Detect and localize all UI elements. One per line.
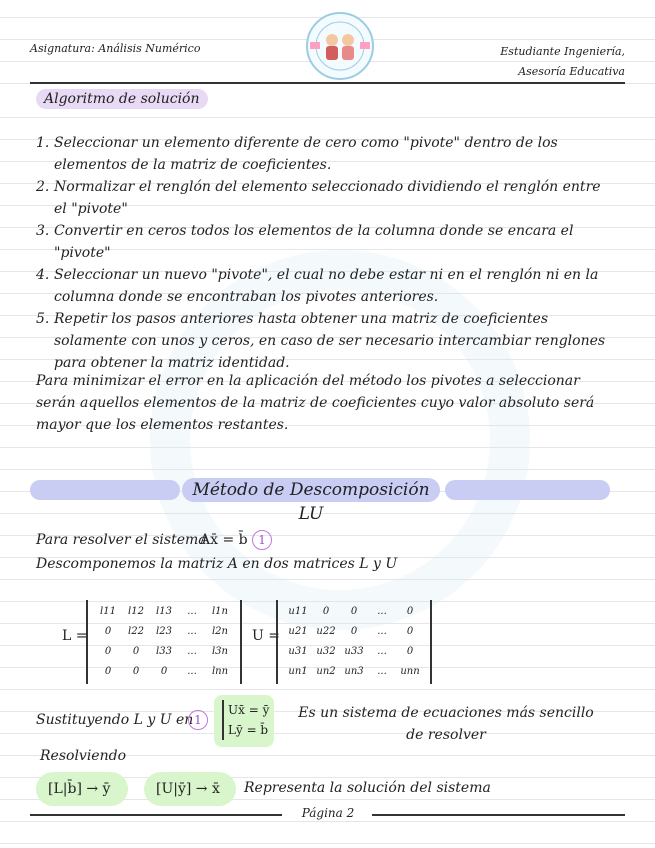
author-line-2: Asesoría Educativa [518,65,625,78]
matrix-entry: l3n [211,646,228,657]
matrix-entry: 0 [406,646,414,657]
author-line-1: Estudiante Ingeniería, [500,45,625,58]
section-title: Algoritmo de solución [36,89,208,109]
step-text: Normalizar el renglón del elemento seleccionado dividiendo el renglón entre el "pivote" [54,179,601,217]
matrix-entry: ... [187,646,197,657]
steps-list [36,132,616,374]
footer-divider-left [30,814,282,816]
solving-label: Resolviendo [40,748,126,764]
substitute-text: Sustituyendo L y U en [36,712,194,728]
step-text: Seleccionar un elemento diferente de cero como "pivote" dentro de los elementos de la matriz de coeficientes. [54,135,558,173]
list-item: 1. Seleccionar un elemento diferente de cero como "pivote" dentro de los elementos de la matriz de coeficientes. [36,132,616,176]
equation-text: Ax̄ = b̄ [200,532,248,548]
subject-label: Asignatura: Análisis Numérico [30,42,201,55]
main-equation [200,530,272,550]
matrix-entry: l2n [211,626,228,637]
matrix-entry: 0 [350,606,358,617]
list-item: 5. Repetir los pasos anteriores hasta obtener una matriz de coeficientes solamente con unos y ceros, en caso de ser necesario intercambiar renglones para obtener la matriz identidad. [36,308,616,374]
matrix-entry: l12 [128,606,144,617]
matrix-entry: ... [377,646,387,657]
matrix-l [86,600,242,684]
list-item: 2. Normalizar el renglón del elemento seleccionado dividiendo el renglón entre el "pivote" [36,176,616,220]
matrix-entry: l11 [100,606,116,617]
matrix-entry: u32 [316,646,336,657]
matrix-entry: un3 [344,666,364,677]
step-text: Repetir los pasos anteriores hasta obtener una matriz de coeficientes solamente con unos y ceros, en caso de ser necesario intercambiar renglones para obtener la matriz identidad. [54,311,606,371]
matrix-entry: 0 [350,626,358,637]
matrix-entry: u11 [288,606,308,617]
matrix-entry: u31 [288,646,308,657]
forward-step: [L|b̄] → ȳ [36,772,128,806]
matrix-entry: un1 [288,666,308,677]
backward-step: [U|ȳ] → x̄ [144,772,236,806]
banner-left [30,480,180,500]
matrix-entry: 0 [132,646,140,657]
footer-divider-right [372,814,625,816]
matrix-entry: 0 [104,626,112,637]
matrix-entry: u33 [344,646,364,657]
decompose-text: Descomponemos la matriz A en dos matrices L y U [36,556,398,572]
system-eq-1: Ux̄ = ȳ [228,703,270,717]
matrix-entry: lnn [211,666,229,677]
matrix-entry: u22 [316,626,336,637]
matrix-entry: l1n [211,606,228,617]
u-label: U = [252,628,280,644]
matrix-entry: ... [377,606,387,617]
equation-system [222,700,269,740]
matrix-entry: 0 [322,606,330,617]
matrix-entry: ... [187,666,197,677]
list-item: 3. Convertir en ceros todos los elementos de la columna donde se encara el "pivote" [36,220,616,264]
matrix-entry: l23 [156,626,172,637]
step-text: Seleccionar un nuevo "pivote", el cual no debe estar ni en el renglón ni en la columna donde se encontraban los pivotes anteriores. [54,267,599,305]
l-label: L = [62,628,88,644]
matrix-entry: l22 [128,626,144,637]
matrix-entry: ... [187,606,197,617]
matrix-entry: 0 [104,646,112,657]
page-number: Página 2 [301,806,355,820]
matrix-entry: l33 [156,646,172,657]
list-item: 4. Seleccionar un nuevo "pivote", el cual no debe estar ni en el renglón ni en la columna donde se encontraban los pivotes anteriores. [36,264,616,308]
matrix-entry: 0 [160,666,168,677]
system-intro: Para resolver el sistema [36,532,207,548]
matrix-entry: ... [187,626,197,637]
matrix-entry: l13 [156,606,172,617]
lu-title: Método de Descomposición LU [182,478,440,502]
matrix-entry: 0 [406,606,414,617]
matrix-entry: 0 [132,666,140,677]
solution-note: Representa la solución del sistema [244,780,491,796]
matrix-entry: 0 [104,666,112,677]
matrix-entry: ... [377,666,387,677]
pivot-paragraph: Para minimizar el error en la aplicación del método los pivotes a seleccionar serán aquellos elementos de la matriz de coeficientes cuyo valor absoluto será mayor que los elementos restantes. [36,373,595,433]
author-label [500,42,625,82]
logo-icon [300,10,380,82]
matrix-entry: unn [400,666,420,677]
matrix-entry: un2 [316,666,336,677]
header-divider [30,82,625,84]
system-eq-2: Lȳ = b̄ [228,723,269,737]
matrix-entry: ... [377,626,387,637]
equation-ref: 1 [188,710,208,730]
equation-number: 1 [252,530,272,550]
matrix-entry: u21 [288,626,308,637]
matrix-u [276,600,432,684]
step-text: Convertir en ceros todos los elementos de la columna donde se encara el "pivote" [54,223,574,261]
matrix-entry: 0 [406,626,414,637]
simpler-note: Es un sistema de ecuaciones más sencillo de resolver [298,705,594,743]
banner-right [445,480,610,500]
